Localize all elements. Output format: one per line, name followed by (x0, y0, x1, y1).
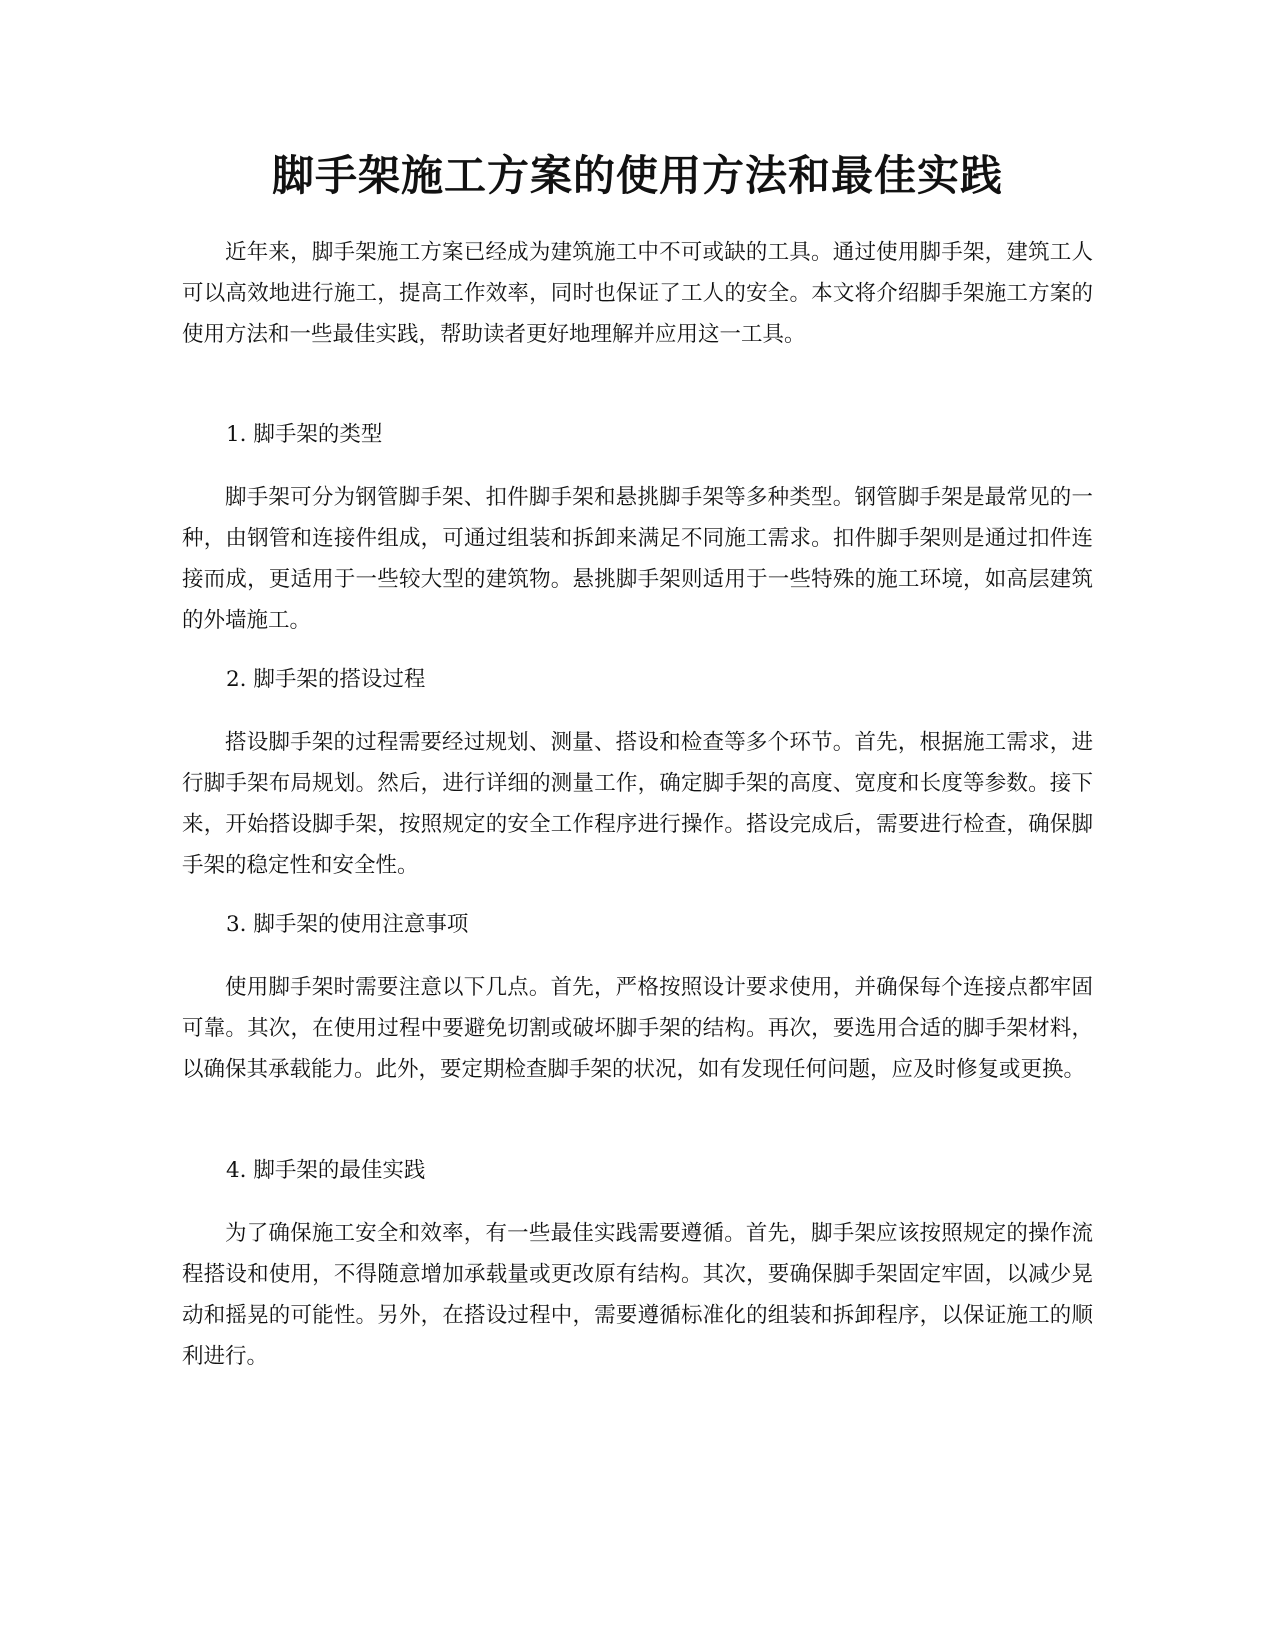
section-4-paragraph: 为了确保施工安全和效率，有一些最佳实践需要遵循。首先，脚手架应该按照规定的操作流程搭设和使用，不得随意增加承载量或更改原有结构。其次，要确保脚手架固定牢固，以减少晃动和摇晃的可能性。另外，在搭设过程中，需要遵循标准化的组装和拆卸程序，以保证施工的顺利进行。 (182, 1221, 1093, 1369)
intro-paragraph: 近年来，脚手架施工方案已经成为建筑施工中不可或缺的工具。通过使用脚手架，建筑工人可以高效地进行施工，提高工作效率，同时也保证了工人的安全。本文将介绍脚手架施工方案的使用方法和一些最佳实践，帮助读者更好地理解并应用这一工具。 (182, 240, 1093, 347)
section-2-heading: 2. 脚手架的搭设过程 (226, 667, 426, 692)
section-1-heading: 1. 脚手架的类型 (226, 422, 383, 447)
section-1-paragraph: 脚手架可分为钢管脚手架、扣件脚手架和悬挑脚手架等多种类型。钢管脚手架是最常见的一种，由钢管和连接件组成，可通过组装和拆卸来满足不同施工需求。扣件脚手架则是通过扣件连接而成，更适用于一些较大型的建筑物。悬挑脚手架则适用于一些特殊的施工环境，如高层建筑的外墙施工。 (182, 485, 1093, 633)
section-4-heading: 4. 脚手架的最佳实践 (226, 1158, 426, 1183)
section-2-paragraph: 搭设脚手架的过程需要经过规划、测量、搭设和检查等多个环节。首先，根据施工需求，进行脚手架布局规划。然后，进行详细的测量工作，确定脚手架的高度、宽度和长度等参数。接下来，开始搭设脚手架，按照规定的安全工作程序进行操作。搭设完成后，需要进行检查，确保脚手架的稳定性和安全性。 (182, 730, 1093, 878)
document-title: 脚手架施工方案的使用方法和最佳实践 (271, 151, 1003, 200)
section-3-heading: 3. 脚手架的使用注意事项 (226, 912, 469, 937)
section-3-paragraph: 使用脚手架时需要注意以下几点。首先，严格按照设计要求使用，并确保每个连接点都牢固可靠。其次，在使用过程中要避免切割或破坏脚手架的结构。再次，要选用合适的脚手架材料，以确保其承载能力。此外，要定期检查脚手架的状况，如有发现任何问题，应及时修复或更换。 (182, 975, 1093, 1082)
